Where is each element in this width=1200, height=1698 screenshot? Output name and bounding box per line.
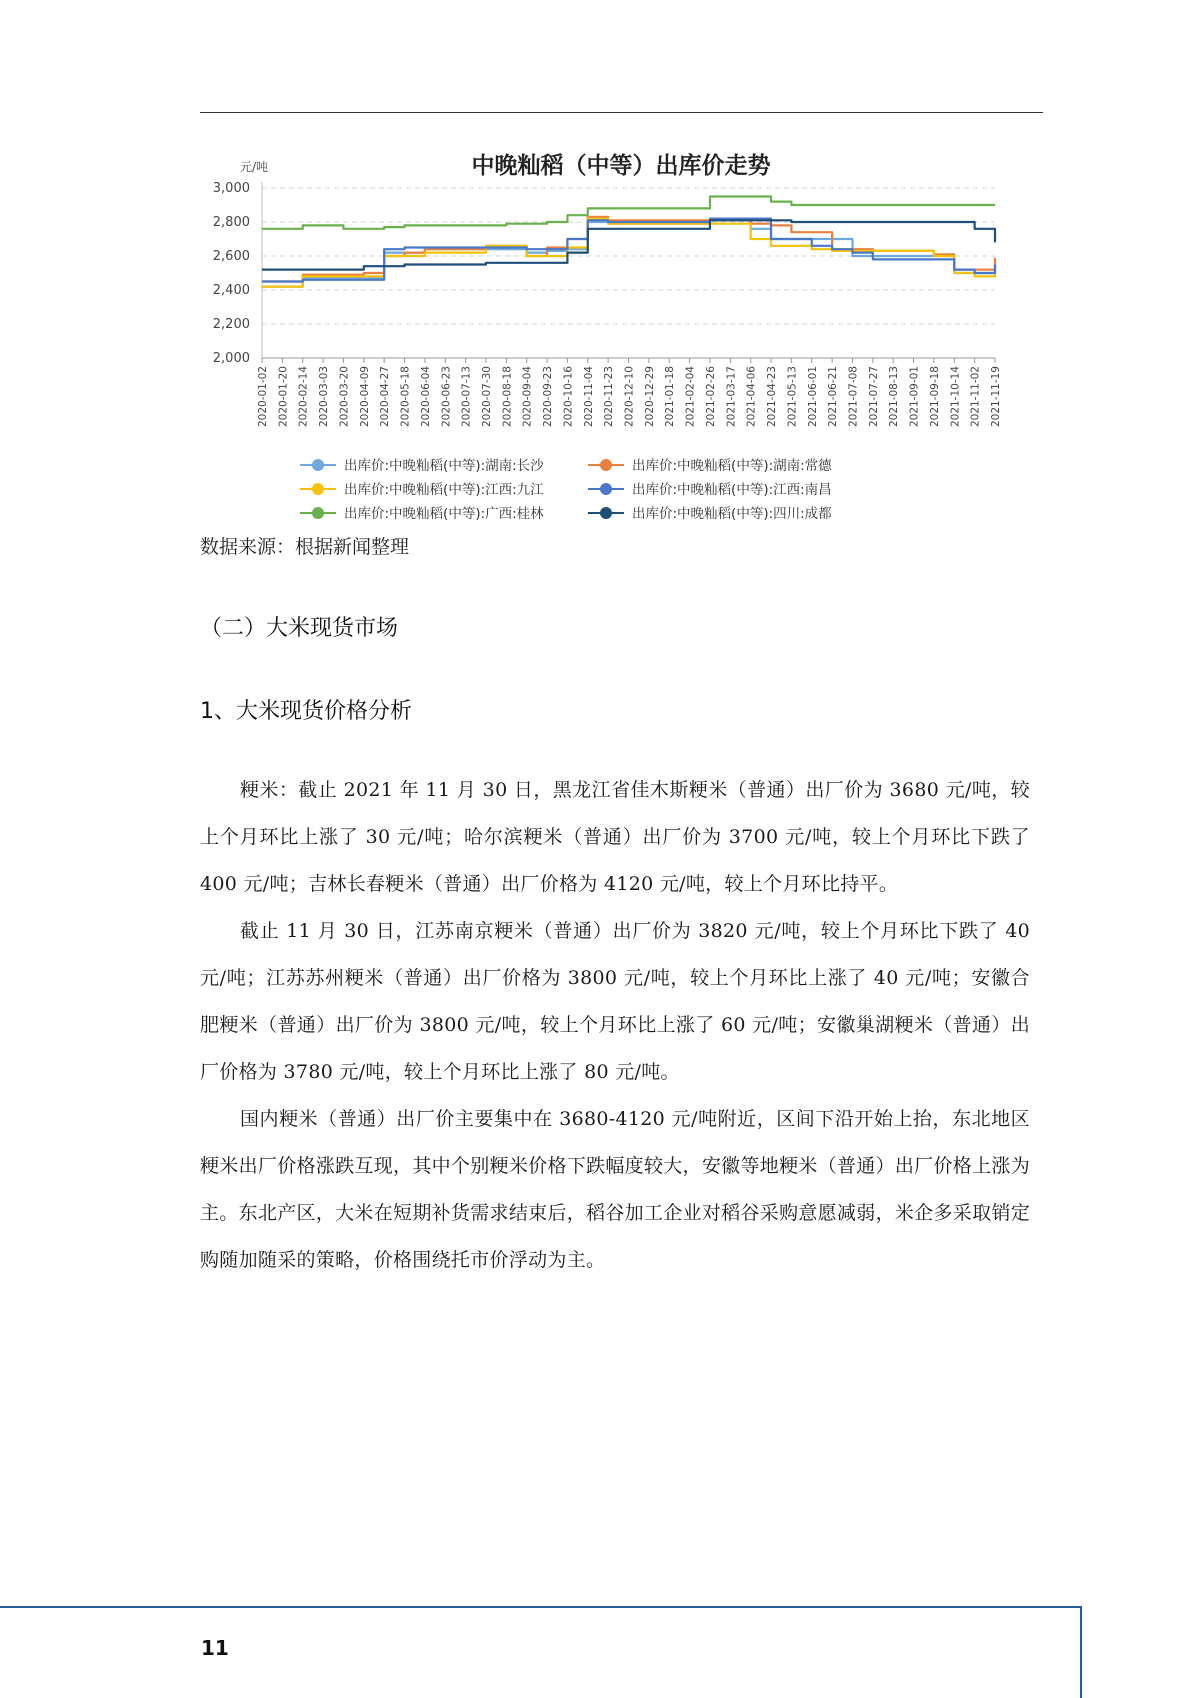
footer-frame — [0, 1606, 1082, 1698]
y-tick-label: 2,200 — [212, 317, 250, 332]
x-tick-label: 2020-05-18 — [399, 366, 412, 428]
x-tick-label: 2021-04-06 — [745, 366, 758, 428]
x-tick-label: 2020-09-23 — [542, 366, 555, 428]
section-heading: （二）大米现货市场 — [200, 616, 399, 641]
x-tick-label: 2020-02-14 — [297, 366, 310, 428]
x-tick-label: 2021-06-21 — [827, 366, 840, 428]
x-tick-label: 2020-12-29 — [643, 365, 656, 428]
x-tick-label: 2021-05-13 — [786, 366, 799, 428]
series-line-1 — [262, 217, 995, 282]
x-tick-label: 2021-04-23 — [766, 366, 779, 428]
legend-marker — [312, 507, 324, 519]
legend-marker — [600, 483, 612, 495]
legend-label: 出库价:中晚籼稻(中等):湖南:长沙 — [344, 458, 544, 474]
price-trend-chart — [200, 140, 1043, 525]
x-tick-label: 2021-09-01 — [908, 366, 921, 428]
legend-label: 出库价:中晚籼稻(中等):四川:成都 — [632, 506, 832, 522]
legend-label: 出库价:中晚籼稻(中等):广西:桂林 — [344, 506, 544, 522]
x-tick-label: 2021-07-08 — [847, 366, 860, 428]
x-tick-label: 2020-06-04 — [419, 366, 432, 428]
y-tick-label: 2,600 — [212, 249, 250, 264]
legend-marker — [600, 507, 612, 519]
x-tick-label: 2021-10-14 — [949, 366, 962, 428]
x-tick-label: 2020-09-04 — [521, 366, 534, 428]
x-tick-label: 2020-12-10 — [623, 366, 636, 428]
y-axis-unit: 元/吨 — [240, 160, 269, 174]
y-tick-label: 2,400 — [212, 283, 250, 298]
page-number: 11 — [201, 1636, 229, 1660]
subsection-heading: 1、大米现货价格分析 — [200, 699, 412, 724]
y-tick-label: 3,000 — [212, 181, 250, 196]
x-tick-label: 2020-11-23 — [603, 366, 616, 428]
paragraph-market-summary: 国内粳米（普通）出厂价主要集中在 3680-4120 元/吨附近，区间下沿开始上抬，东北地区粳米出厂价格涨跌互现，其中个别粳米价格下跌幅度较大，安徽等地粳米（普通）出厂价格上涨为主。东北产区，大米在短期补货需求结束后，稻谷加工企业对稻谷采购意愿减弱，米企多采取销定购随加随采的策略，价格围绕托市价浮动为主。 — [200, 1108, 1030, 1271]
x-tick-label: 2021-03-17 — [725, 366, 738, 428]
y-tick-label: 2,800 — [212, 215, 250, 230]
x-tick-label: 2020-06-23 — [440, 366, 453, 428]
legend-marker — [600, 459, 612, 471]
x-tick-label: 2020-07-13 — [460, 366, 473, 428]
x-tick-label: 2021-11-02 — [969, 366, 982, 428]
x-tick-label: 2020-03-03 — [318, 366, 331, 428]
x-tick-label: 2020-07-30 — [480, 366, 493, 428]
x-tick-label: 2020-01-20 — [277, 366, 290, 428]
legend-label: 出库价:中晚籼稻(中等):江西:九江 — [344, 482, 544, 498]
legend-marker — [312, 483, 324, 495]
x-tick-label: 2021-02-04 — [684, 366, 697, 428]
chart-legend — [300, 457, 832, 522]
chart-series — [262, 197, 995, 287]
x-tick-label: 2021-06-01 — [806, 366, 819, 428]
data-source-note: 数据来源：根据新闻整理 — [200, 536, 410, 558]
legend-label: 出库价:中晚籼稻(中等):湖南:常德 — [632, 458, 832, 474]
paragraph-japonica-east: 截止 11 月 30 日，江苏南京粳米（普通）出厂价为 3820 元/吨，较上个月环比下跌了 40 元/吨；江苏苏州粳米（普通）出厂价格为 3800 元/吨，较上个月环比上涨了 40 元/吨；安徽合肥粳米（普通）出厂价为 3800 元/吨，较上个月环比上涨了 60 元/吨；安徽巢湖粳米（普通）出厂价格为 3780 元/吨，较上个月环比上涨了 80 元/吨。 — [200, 920, 1030, 1083]
x-tick-label: 2020-08-18 — [501, 366, 514, 428]
legend-marker — [312, 459, 324, 471]
y-tick-label: 2,000 — [212, 351, 250, 366]
x-tick-label: 2020-01-02 — [257, 366, 269, 428]
x-tick-label: 2020-04-09 — [358, 366, 371, 428]
legend-label: 出库价:中晚籼稻(中等):江西:南昌 — [632, 482, 832, 498]
x-tick-label: 2020-10-16 — [562, 366, 575, 428]
header-rule — [200, 112, 1043, 113]
series-line-5 — [262, 220, 995, 269]
x-tick-label: 2020-03-20 — [338, 366, 351, 428]
x-tick-label: 2021-02-26 — [704, 366, 717, 428]
x-tick-label: 2021-09-18 — [928, 366, 941, 428]
x-tick-label: 2021-11-19 — [990, 366, 1002, 428]
x-tick-label: 2021-07-27 — [867, 366, 880, 428]
x-tick-label: 2020-04-27 — [379, 366, 392, 428]
chart-title: 中晚籼稻（中等）出库价走势 — [471, 153, 771, 179]
x-tick-label: 2021-01-18 — [664, 366, 677, 428]
x-tick-label: 2020-11-04 — [582, 366, 595, 428]
paragraph-japonica-northeast: 粳米：截止 2021 年 11 月 30 日，黑龙江省佳木斯粳米（普通）出厂价为 3680 元/吨，较上个月环比上涨了 30 元/吨；哈尔滨粳米（普通）出厂价为 3700 元/吨，较上个月环比下跌了 400 元/吨；吉林长春粳米（普通）出厂价格为 4120 元/吨，较上个月环比持平。 — [200, 779, 1030, 895]
x-tick-label: 2021-08-13 — [888, 366, 901, 428]
